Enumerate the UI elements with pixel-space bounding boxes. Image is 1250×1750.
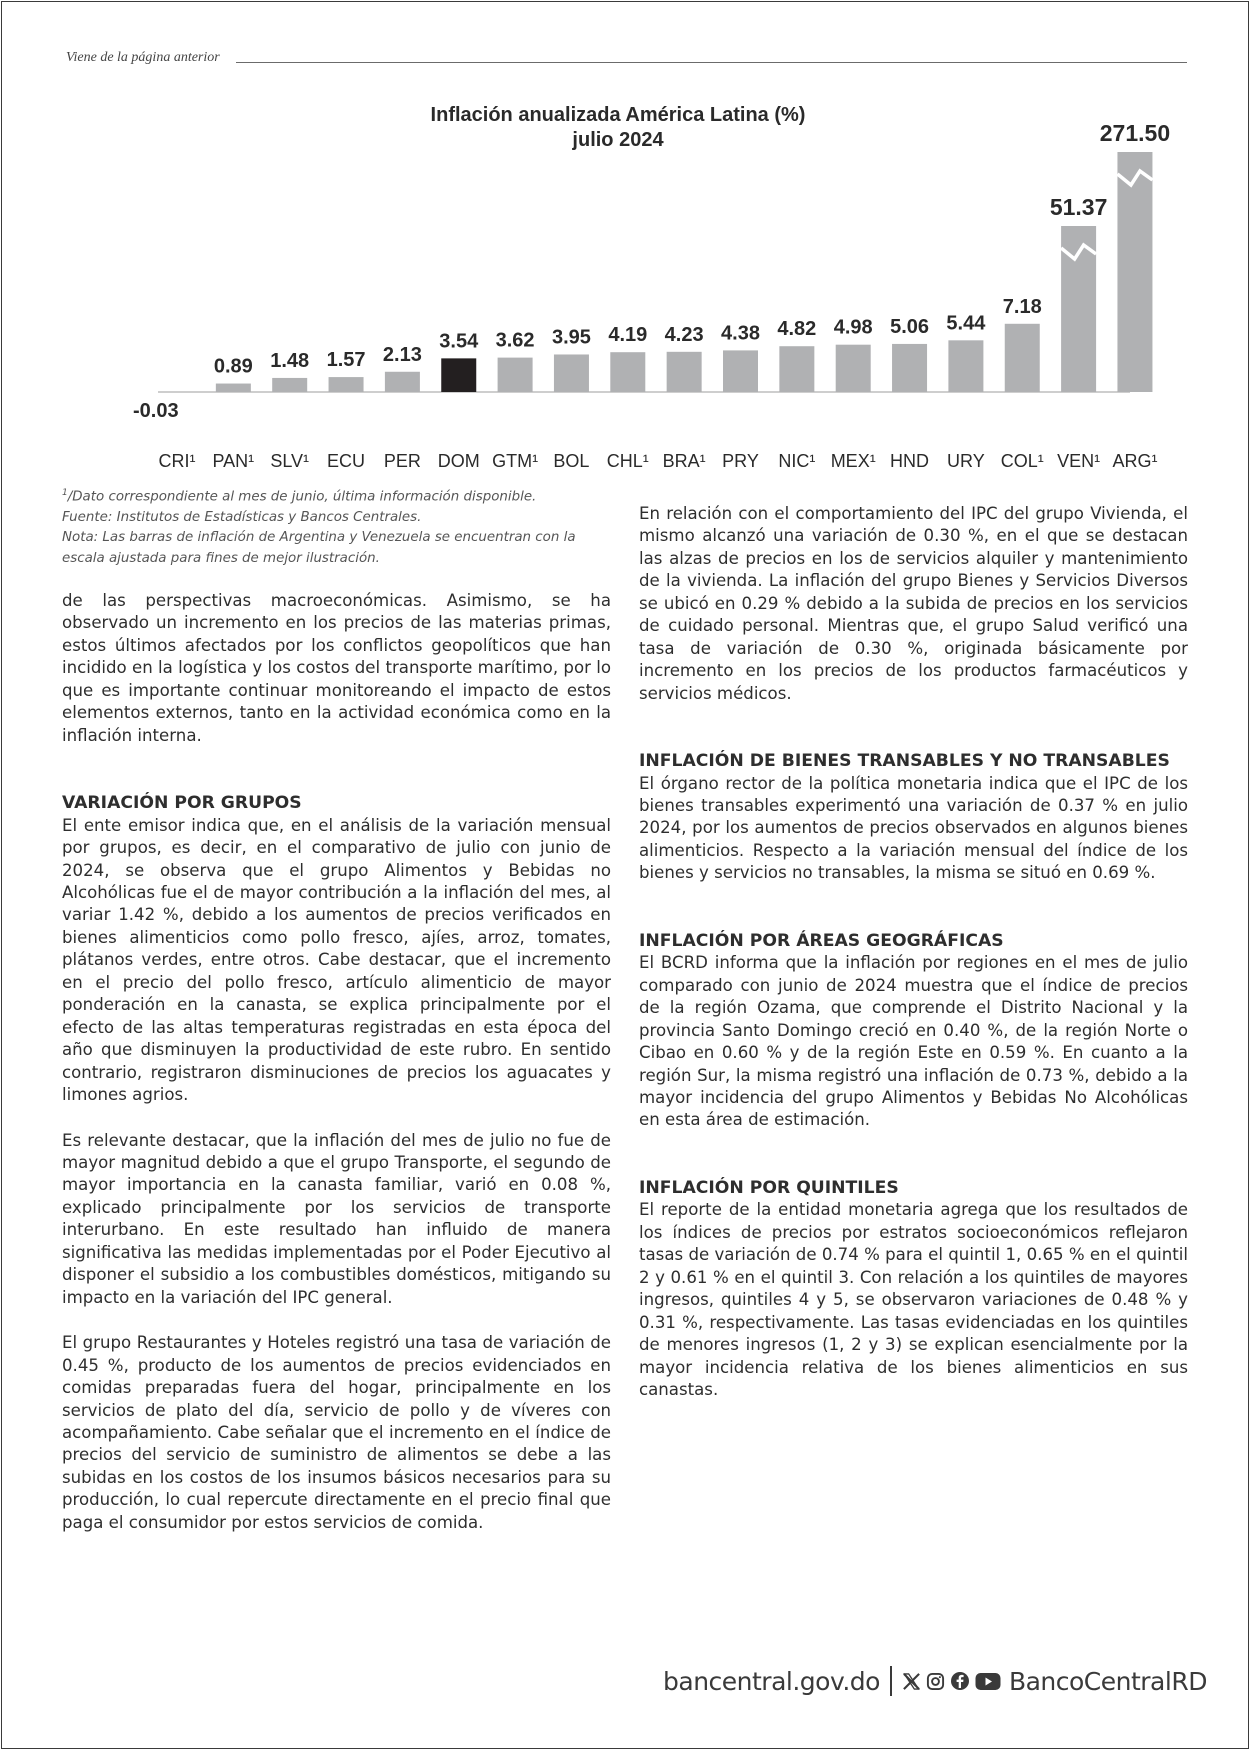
right-paragraph-4: El reporte de la entidad monetaria agrega que los resultados de los índices de precios por estratos socioeconómicos reflejaron tasas de variación de 0.74 % para el quintil 1, 0.65 % en el quintil 2 y 0.61 % en el quintil 3. Con relación a los quintiles de mayores ingresos, quintiles 4 y 5, se observaron variaciones de 0.48 % y 0.31 %, respectivamente. Las tasas evidenciadas en los quintiles de menores ingresos (1, 2 y 3) se explican esencialmente por la mayor incidencia relativa de los bienes alimenticios en sus canastas. [639,1200,1188,1399]
continued-from-previous-page: Viene de la página anterior [66,50,220,65]
bar-ury [948,340,983,392]
bar-dom [441,358,476,392]
footnote [62,483,622,508]
category-label-mex: MEX¹ [830,451,876,471]
heading-quintiles: INFLACIÓN POR QUINTILES [639,1177,899,1198]
inflation-bar-chart [0,90,1250,480]
category-label-per: PER [383,451,421,471]
value-label-slv: 1.48 [270,349,310,372]
category-label-bra: BRA¹ [662,451,706,471]
right-paragraph-3: El BCRD informa que la inflación por regiones en el mes de julio comparado con junio de 2024 muestra que el índice de precios de la región Ozama, que comprende el Distrito Nacional y la provincia Santo Domingo creció en 0.40 %, de la región Norte o Cibao en 0.60 % y de la región Este en 0.59 %. En cuanto a la región Sur, la misma registró una inflación de 0.73 %, debido a la mayor incidencia del grupo Alimentos y Bebidas No Alcohólicas en esta área de estimación. [639,953,1188,1130]
category-label-dom: DOM [437,451,480,471]
right-column [639,503,1188,1401]
value-label-ecu: 1.57 [326,349,366,372]
right-paragraph-1: En relación con el comportamiento del IPC del grupo Vivienda, el mismo alcanzó una variación de 0.30 %, en el que se destacan las alzas de precios en los de servicios alquiler y mantenimiento de la vivienda. La inflación del grupo Bienes y Servicios Diversos se ubicó en 0.29 % debido a la subida de precios en los servicios de cuidado personal. Mientras que, el grupo Salud verificó una tasa de variación de 0.30 %, originada básicamente por incremento en los precios de los productos farmacéuticos y servicios médicos. [639,504,1188,703]
value-label-arg: 271.50 [1099,120,1171,146]
value-label-bra: 4.23 [664,323,704,346]
chart-source: Fuente: Institutos de Estadísticas y Bancos Centrales. [62,509,422,525]
bar-chl [610,352,645,392]
left-paragraph-4: El grupo Restaurantes y Hoteles registró una tasa de variación de 0.45 %, producto de los aumentos de precios evidenciados en comidas preparadas fuera del hogar, principalmente en los servicios de plato del día, servicio de pollo y de víveres con acompañamiento. Cabe señalar que el incremento en el índice de precios del servicio de suministro de alimentos se debe a las subidas en los costos de los insumos básicos necesarios para su producción, lo cual repercute directamente en el precio final que paga el consumidor por estos servicios de comida. [62,1333,611,1532]
value-label-nic: 4.82 [777,318,817,341]
instagram-icon[interactable] [926,1672,945,1691]
value-label-dom: 3.54 [439,330,479,353]
bar-mex [836,345,871,392]
bar-pry [723,350,758,392]
category-label-ury: URY [947,451,985,471]
category-label-arg: ARG¹ [1112,451,1158,471]
header-rule [236,62,1187,63]
value-label-ury: 5.44 [946,312,986,335]
category-label-gtm: GTM¹ [492,451,539,471]
value-label-ven: 51.37 [1049,194,1108,220]
bar-per [385,372,420,392]
category-label-pan: PAN¹ [212,451,255,471]
value-label-chl: 4.19 [608,324,648,347]
footer-website[interactable]: bancentral.gov.do [663,1666,880,1696]
x-icon[interactable] [902,1672,921,1691]
footnote-mark: 1 [62,488,68,498]
footnote-text: /Dato correspondiente al mes de junio, última información disponible. [67,489,537,505]
left-paragraph-1: de las perspectivas macroeconómicas. Asimismo, se ha observado un incremento en los precios de las materias primas, estos últimos afectados por los conflictos geopolíticos que han incidido en la logística y los costos del transporte marítimo, por lo que es importante continuar monitoreando el impacto de estos elementos externos, tanto en la actividad económica como en la inflación interna. [62,591,611,745]
bar-nic [779,346,814,392]
category-label-slv: SLV¹ [270,451,310,471]
value-label-pry: 4.38 [721,322,760,345]
bar-hnd [892,344,927,392]
category-label-cri: CRI¹ [158,451,196,471]
bar-col [1005,324,1040,392]
category-label-col: COL¹ [1000,451,1044,471]
heading-variacion-grupos: VARIACIÓN POR GRUPOS [62,793,302,814]
facebook-icon[interactable] [950,1671,970,1691]
category-label-hnd: HND [890,451,930,471]
value-label-gtm: 3.62 [495,329,535,352]
heading-areas-geograficas: INFLACIÓN POR ÁREAS GEOGRÁFICAS [639,930,1004,951]
bar-pan [216,384,251,392]
category-label-bol: BOL [553,451,590,471]
category-label-chl: CHL¹ [606,451,649,471]
value-label-bol: 3.95 [551,326,591,349]
value-label-hnd: 5.06 [890,315,930,338]
bar-bra [667,352,702,392]
bar-ecu [329,377,364,392]
bar-arg [1117,152,1152,392]
footer [663,1662,1207,1700]
bar-gtm [498,358,533,392]
left-paragraph-3: Es relevante destacar, que la inflación del mes de julio no fue de mayor magnitud debido a que el grupo Transporte, el segundo de mayor importancia en la canasta familiar, varió en 0.08 %, explicado principalmente por los servicios de transporte interurbano. En este resultado han influido de manera significativa las medidas implementadas por el Poder Ejecutivo al disponer el subsidio a los combustibles domésticos, mitigando su impacto en la variación del IPC general. [62,1130,611,1307]
bar-slv [272,378,307,392]
category-label-ecu: ECU [327,451,366,471]
chart-title: Inflación anualizada América Latina (%) [430,104,806,126]
footer-social-handle[interactable]: BancoCentralRD [1008,1666,1207,1696]
category-label-nic: NIC¹ [778,451,816,471]
value-label-mex: 4.98 [833,316,873,339]
youtube-icon[interactable] [975,1672,1001,1691]
category-label-pry: PRY [722,451,759,471]
value-label-col: 7.18 [1002,295,1042,318]
chart-subtitle: julio 2024 [572,129,664,151]
right-paragraph-2: El órgano rector de la política monetaria indica que el IPC de los bienes transables experimentó una variación de 0.37 % en julio 2024, por los aumentos de precios observados en algunos bienes alimenticios. Respecto a la variación mensual del índice de los bienes y servicios no transables, la misma se situó en 0.69 %. [639,773,1188,883]
chart-bars [133,120,1170,471]
heading-bienes-transables: INFLACIÓN DE BIENES TRANSABLES Y NO TRANSABLES [639,751,1170,772]
chart-note: Nota: Las barras de inflación de Argentina y Venezuela se encuentran con la escala ajustada para fines de mejor ilustración. [62,530,576,566]
footer-separator [890,1666,892,1696]
value-label-pan: 0.89 [213,355,253,378]
category-label-ven: VEN¹ [1057,451,1101,471]
value-label-per: 2.13 [382,343,422,366]
left-column [62,590,611,1534]
left-paragraph-2: El ente emisor indica que, en el análisis de la variación mensual por grupos, es decir, en el comparativo de julio con junio de 2024, se observa que el grupo Alimentos y Bebidas no Alcohólicas fue el de mayor contribución a la inflación del mes, al variar 1.42 %, debido a los aumentos de precios verificados en bienes alimenticios como pollo fresco, ajíes, arroz, tomates, plátanos verdes, entre otros. Cabe destacar, que el incremento en el precio del pollo fresco, artículo alimenticio de mayor ponderación en la canasta, se explica principalmente por el efecto de las altas temperaturas registradas en esta época del año que disminuyen la productividad de este rubro. En sentido contrario, registraron disminuciones de precios los aguacates y limones agrios. [62,815,611,1105]
value-label-cri: -0.03 [133,400,179,422]
chart-notes [62,483,622,569]
bar-bol [554,354,589,392]
